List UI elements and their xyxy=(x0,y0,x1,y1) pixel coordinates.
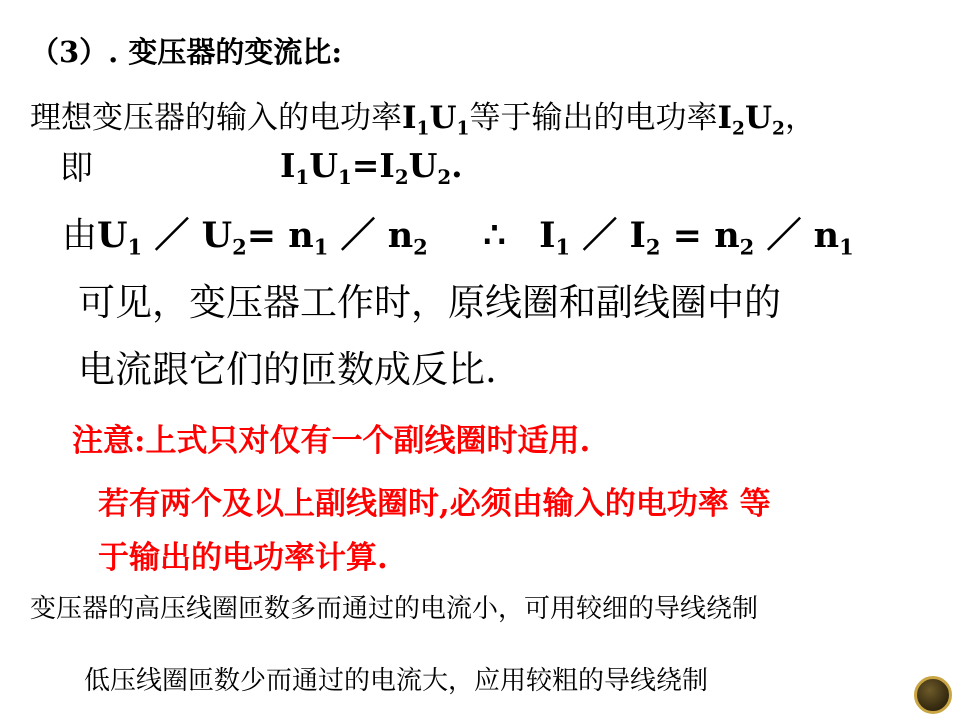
ratio-formula-line xyxy=(62,208,854,258)
high-voltage-coil-note: 变压器的高压线圈匝数多而通过的电流小，可用较细的导线绕制 xyxy=(30,594,759,624)
voltage-ratio-formula: $U_1$ ／ $U_2= n_1$ ／ $n_2$ xyxy=(97,215,428,260)
circle-nav-icon[interactable] xyxy=(914,676,952,714)
power-statement-text-b: 等于输出的电功率 xyxy=(469,100,718,136)
note-line-2: 若有两个及以上副线圈时,必须由输入的电功率 等 xyxy=(98,486,771,522)
section-heading: （3）. 变压器的变流比: xyxy=(30,35,343,69)
low-voltage-coil-note: 低压线圈匝数少而通过的电流大，应用较粗的导线绕制 xyxy=(84,666,709,696)
power-statement-line: 理想变压器的输入的电功率$I_1U_1$等于输出的电功率$I_2U_2$， xyxy=(30,100,816,140)
formula-input-power: $I_1U_1$ xyxy=(402,100,470,140)
conclusion-line-2: 电流跟它们的匝数成反比. xyxy=(78,348,497,391)
power-statement-text-a: 理想变压器的输入的电功率 xyxy=(30,100,402,136)
current-ratio-formula: $I_1$ ／ $I_2 = n_2$ ／ $n_1$ xyxy=(539,215,854,260)
therefore-symbol: ∴ xyxy=(483,215,506,256)
ji-label: 即 xyxy=(60,148,93,187)
conclusion-line-1: 可见，变压器工作时，原线圈和副线圈中的 xyxy=(78,281,781,324)
note-line-3: 于输出的电功率计算. xyxy=(98,540,388,576)
formula-output-power: $I_2U_2$ xyxy=(717,100,785,140)
power-equality-formula: $I_1U_1=I_2U_2$. xyxy=(280,146,463,189)
you-label: 由 xyxy=(62,216,98,256)
note-line-1: 注意:上式只对仅有一个副线圈时适用. xyxy=(72,423,591,459)
